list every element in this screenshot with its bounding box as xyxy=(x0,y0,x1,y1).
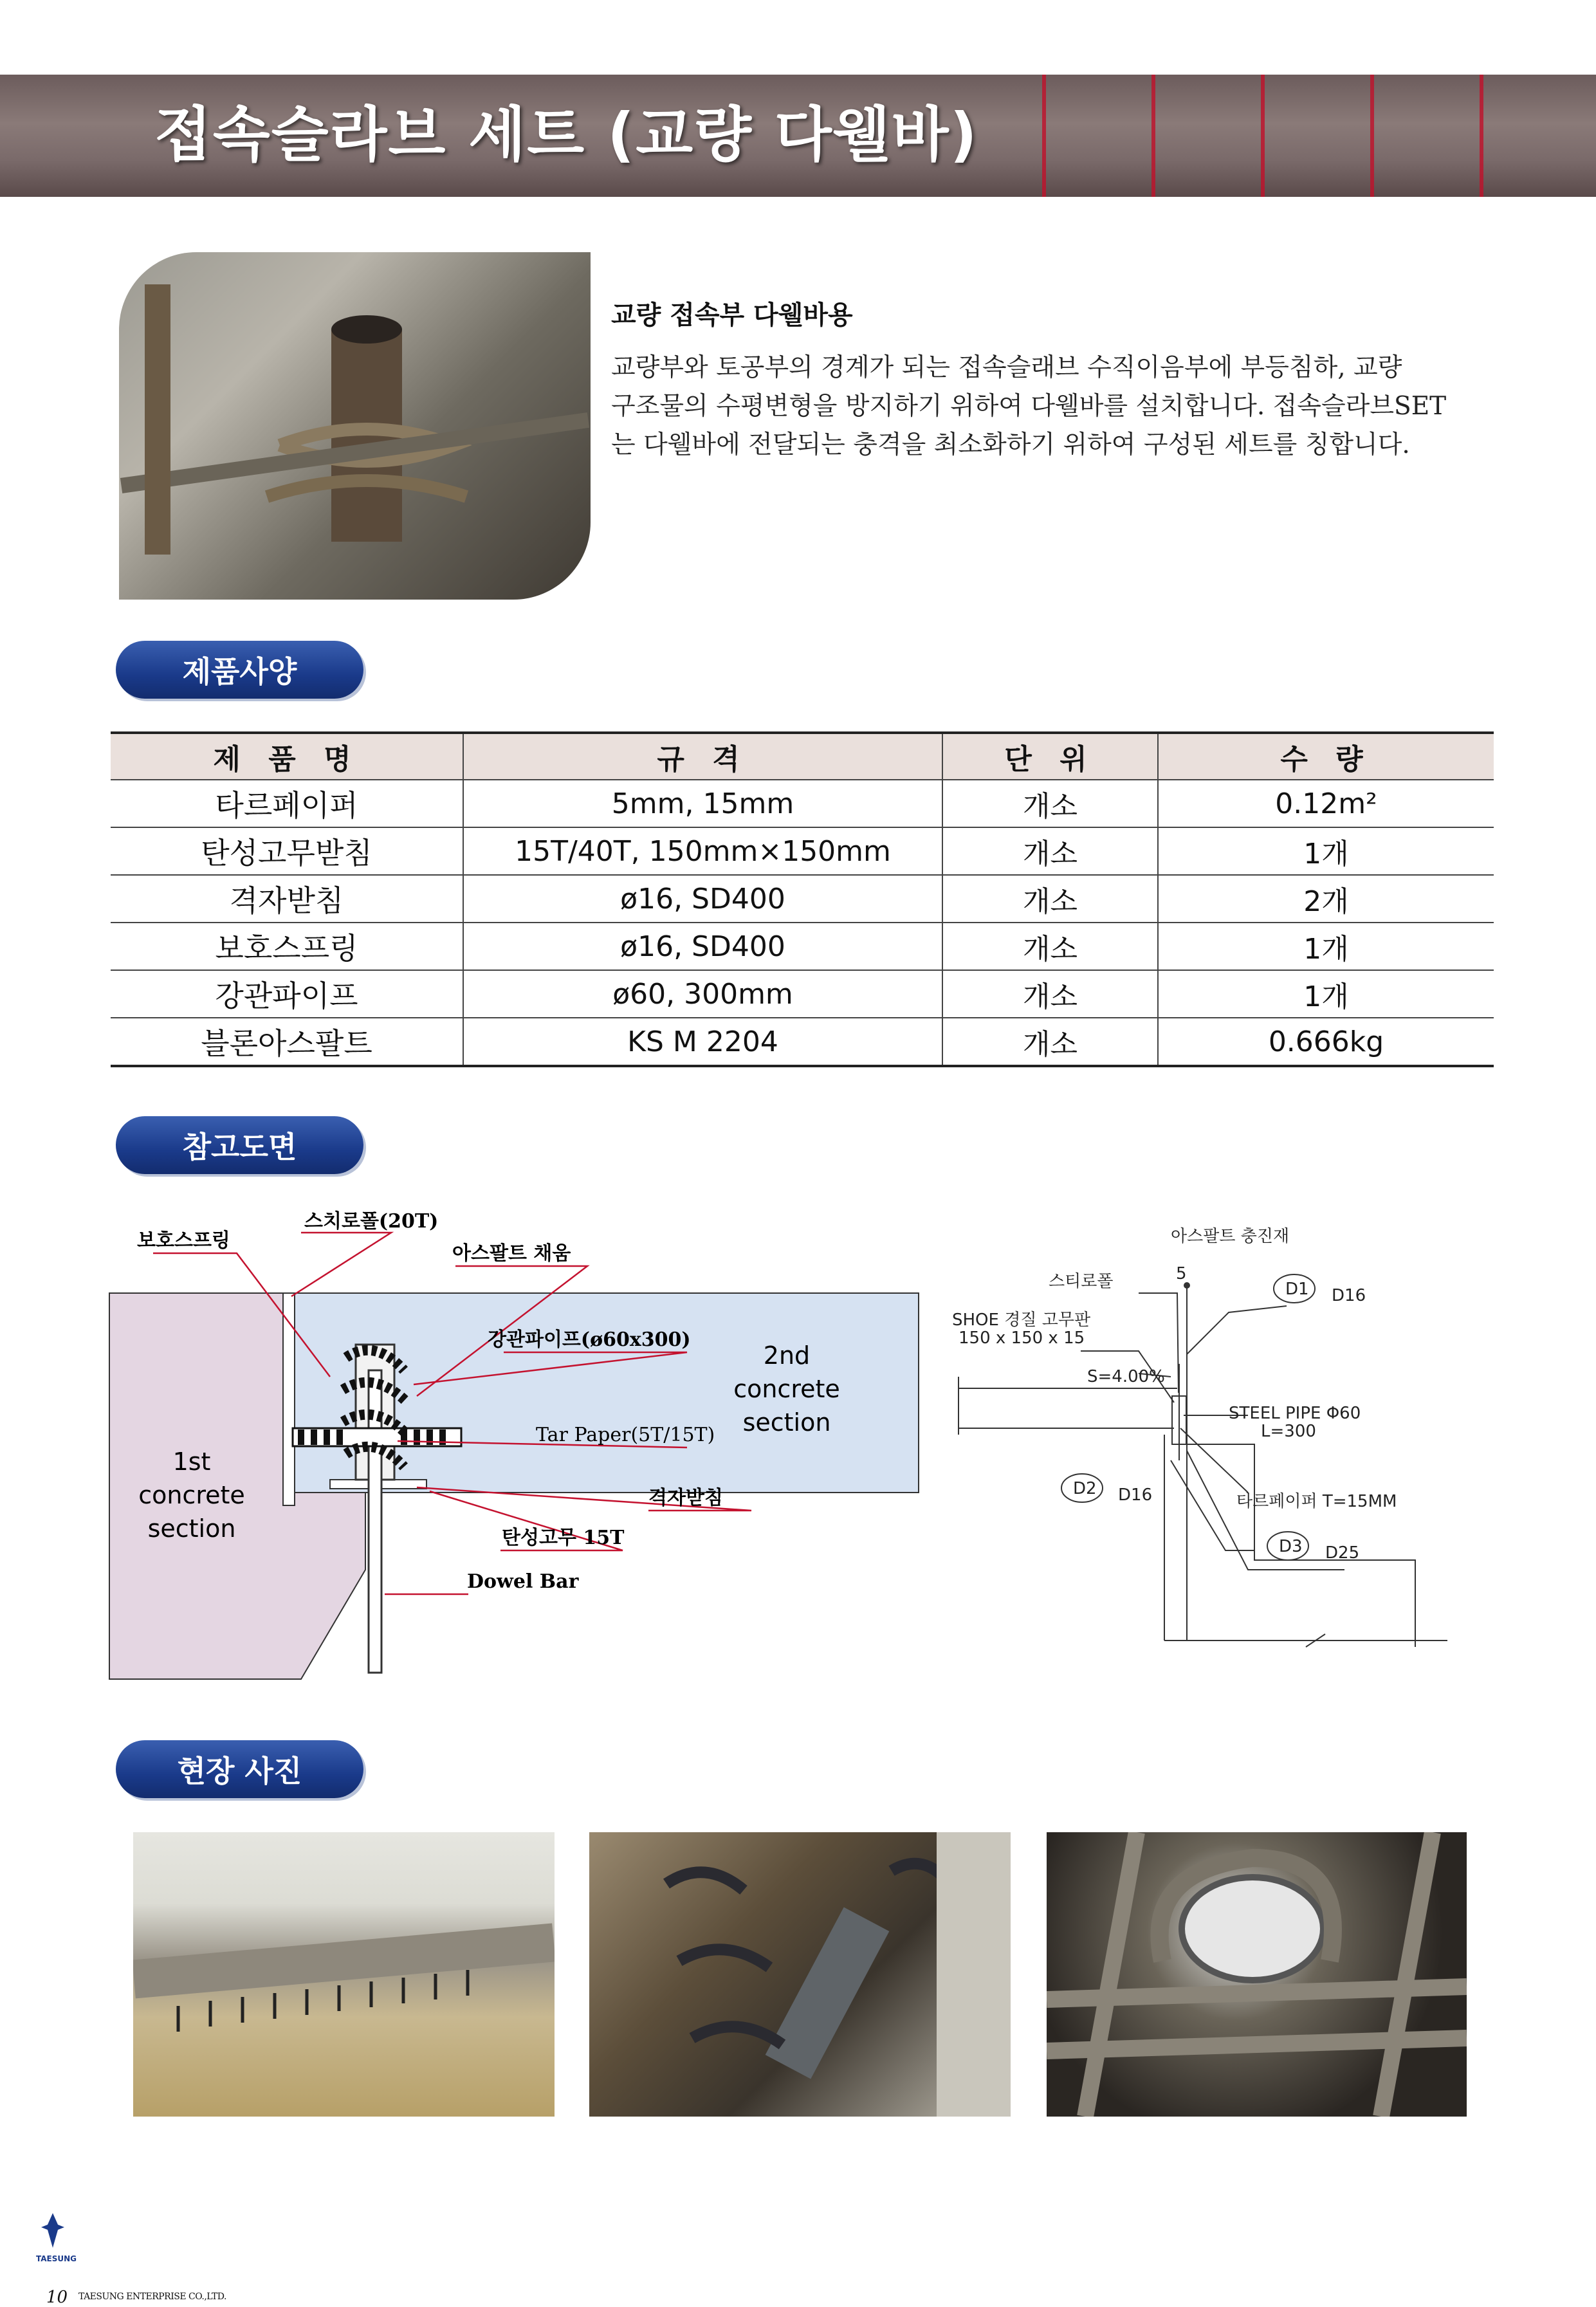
cell: 0.12m² xyxy=(1158,780,1494,827)
cell: 5mm, 15mm xyxy=(463,780,942,827)
cell: ø60, 300mm xyxy=(463,970,942,1018)
cell: 개소 xyxy=(942,970,1158,1018)
label-asphalt-filler: 아스팔트 충진재 xyxy=(1171,1227,1290,1246)
table-row xyxy=(111,1018,1494,1066)
label-steel-pipe: 강관파이프(ø60x300) xyxy=(488,1328,691,1351)
section-drawing-heading: 참고도면 xyxy=(116,1116,363,1174)
label-shoe: SHOE 경질 고무판 xyxy=(952,1310,1091,1330)
cell: 격자받침 xyxy=(111,875,463,923)
cell: 보호스프링 xyxy=(111,923,463,970)
label-rubber: 탄성고무 15T xyxy=(502,1527,625,1549)
label-dowel-bar: Dowel Bar xyxy=(467,1570,579,1593)
cell: ø16, SD400 xyxy=(463,923,942,970)
dowel-bar-photo xyxy=(119,252,591,600)
table-row xyxy=(111,827,1494,875)
site-photo xyxy=(589,1832,1011,2117)
label-steel-pipe: STEEL PIPE Φ60 xyxy=(1229,1404,1361,1423)
cell: 개소 xyxy=(942,780,1158,827)
site-photo xyxy=(1047,1832,1467,2117)
detail-drawing xyxy=(946,1222,1480,1673)
second-section-label: 2nd xyxy=(763,1341,811,1370)
cell: 1개 xyxy=(1158,970,1494,1018)
label-shoe-size: 150 x 150 x 15 xyxy=(959,1328,1085,1348)
second-section-label: section xyxy=(742,1408,831,1437)
spec-table xyxy=(111,731,1494,1067)
cell: 탄성고무받침 xyxy=(111,827,463,875)
label-styrofoam: 스티로폴 xyxy=(1049,1272,1114,1291)
section-spec-heading: 제품사양 xyxy=(116,641,363,699)
table-row xyxy=(111,970,1494,1018)
cell: 15T/40T, 150mm×150mm xyxy=(463,827,942,875)
intro-line: 는 다웰바에 전달되는 충격을 최소화하기 위하여 구성된 세트를 칭합니다. xyxy=(611,430,1410,459)
table-row xyxy=(111,780,1494,827)
label-styrofoam: 스치로폴(20T) xyxy=(304,1210,439,1233)
cell: ø16, SD400 xyxy=(463,875,942,923)
table-row xyxy=(111,923,1494,970)
cell: 개소 xyxy=(942,827,1158,875)
cell: 개소 xyxy=(942,875,1158,923)
label-d1: D1 xyxy=(1285,1280,1309,1299)
first-section-label: section xyxy=(147,1514,236,1543)
company-logo-icon xyxy=(39,2210,67,2252)
second-section-label: concrete xyxy=(733,1375,840,1403)
styrofoam-strip xyxy=(283,1293,295,1505)
cell: 0.666kg xyxy=(1158,1018,1494,1066)
label-d16: D16 xyxy=(1118,1485,1153,1505)
cell: 1개 xyxy=(1158,923,1494,970)
company-name: TAESUNG ENTERPRISE CO.,LTD. xyxy=(78,2292,226,2302)
intro-line: 구조물의 수평변형을 방지하기 위하여 다웰바를 설치합니다. 접속슬라브SET xyxy=(611,392,1447,421)
col-header: 단 위 xyxy=(942,733,1158,780)
label-d2: D2 xyxy=(1073,1479,1097,1498)
cell: 개소 xyxy=(942,1018,1158,1066)
cell: 2개 xyxy=(1158,875,1494,923)
section-photos-heading: 현장 사진 xyxy=(116,1740,363,1798)
cell: 블론아스팔트 xyxy=(111,1018,463,1066)
section-drawing xyxy=(108,1209,925,1686)
cell: 개소 xyxy=(942,923,1158,970)
label-asphalt-fill: 아스팔트 채움 xyxy=(452,1242,571,1265)
first-section-label: 1st xyxy=(172,1448,211,1476)
label-d16: D16 xyxy=(1332,1286,1366,1305)
label-tar-paper: 타르페이퍼 T=15MM xyxy=(1236,1492,1397,1511)
col-header: 규 격 xyxy=(463,733,942,780)
label-lattice: 격자받침 xyxy=(648,1487,723,1509)
col-header: 제 품 명 xyxy=(111,733,463,780)
site-photo xyxy=(133,1832,555,2117)
label-pipe-length: L=300 xyxy=(1261,1422,1316,1441)
label-slope: S=4.00% xyxy=(1087,1367,1165,1386)
first-section-label: concrete xyxy=(138,1481,245,1509)
label-protective-spring: 보호스프링 xyxy=(137,1229,230,1252)
label-five: 5 xyxy=(1176,1264,1187,1283)
label-d3: D3 xyxy=(1279,1537,1303,1556)
page-title: 접속슬라브 세트 (교량 다웰바) xyxy=(154,100,978,169)
intro-line: 교량부와 토공부의 경계가 되는 접속슬래브 수직이음부에 부등침하, 교량 xyxy=(611,353,1402,382)
cell: 1개 xyxy=(1158,827,1494,875)
col-header: 수 량 xyxy=(1158,733,1494,780)
table-header-row xyxy=(111,733,1494,780)
page-number: 10 xyxy=(46,2288,68,2307)
intro-title: 교량 접속부 다웰바용 xyxy=(611,300,853,330)
brand-name: TAESUNG xyxy=(36,2254,77,2263)
label-d25: D25 xyxy=(1325,1543,1360,1563)
cell: 강관파이프 xyxy=(111,970,463,1018)
label-tar-paper: Tar Paper(5T/15T) xyxy=(536,1424,715,1446)
cell: 타르페이퍼 xyxy=(111,780,463,827)
cell: KS M 2204 xyxy=(463,1018,942,1066)
table-row xyxy=(111,875,1494,923)
